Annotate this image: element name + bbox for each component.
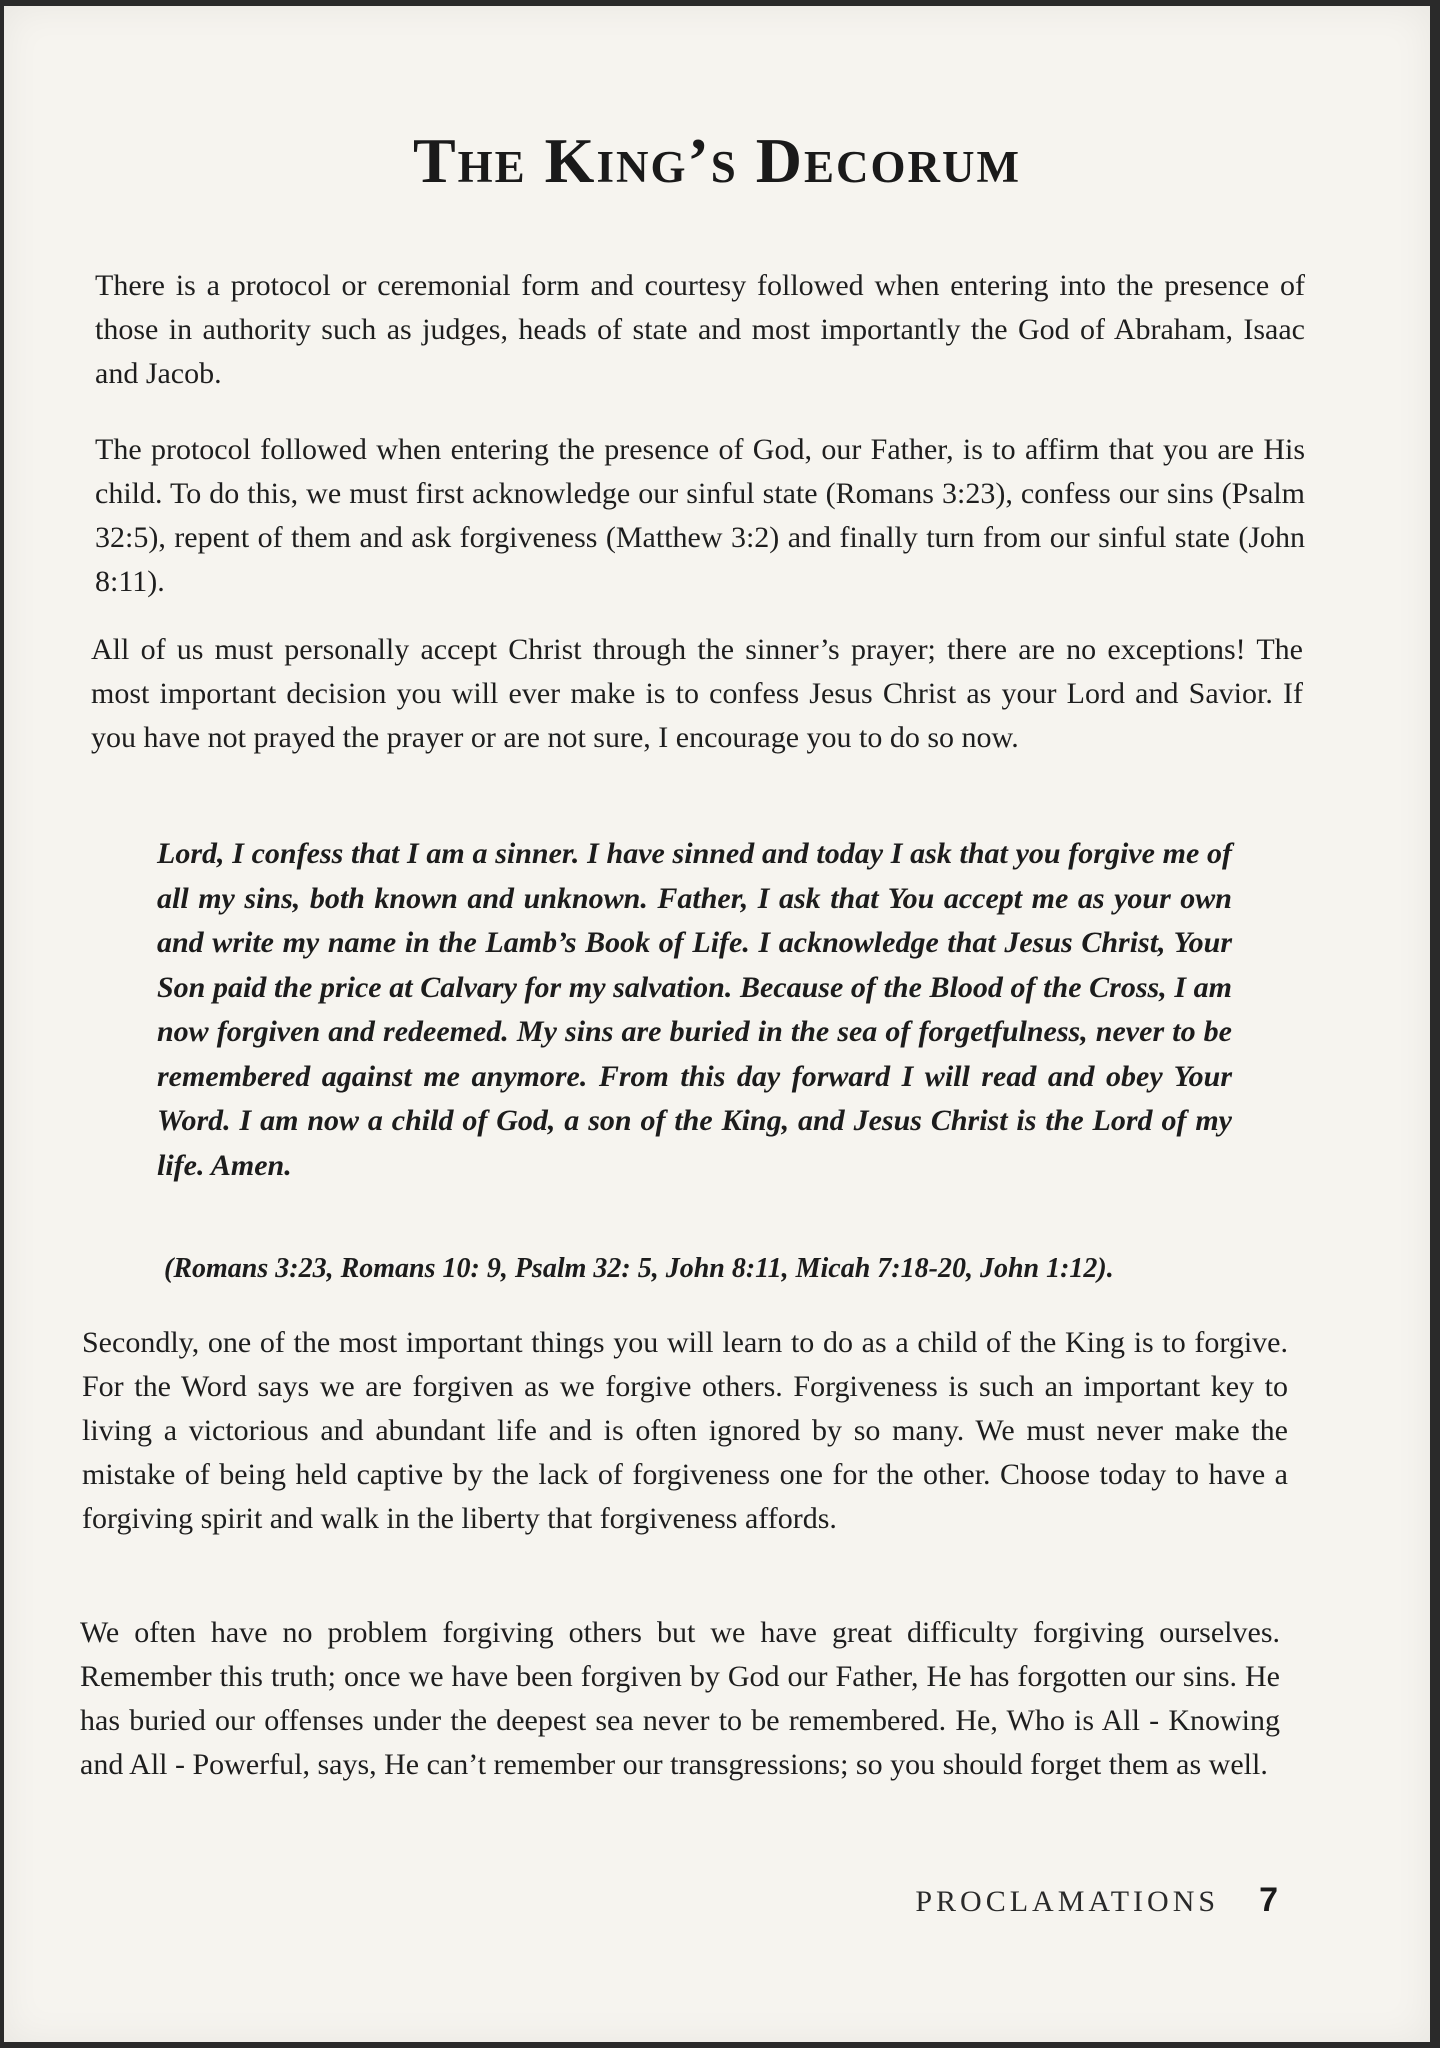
paragraph-forgive-ourselves: We often have no problem forgiving others but we have great difficulty forgiving ourselves. Remember this truth; once we have been forgiven by God our Father, He has forgotten our sins. He has buried our offenses under the deepest sea never to be remembered. He, Who is All - Knowing and All - Powerful, says, He can’t remember our transgressions; so you should forget them as well. (80, 1616, 1280, 1781)
paragraph-accept-christ: All of us must personally accept Christ through the sinner’s prayer; there are no exceptions! The most important decision you will ever make is to confess Jesus Christ as your Lord and Savior. If you have not prayed the prayer or are not sure, I encourage you to do so now. (91, 633, 1303, 754)
paragraph-affirm: The protocol followed when entering the presence of God, our Father, is to affirm that you are His child. To do this, we must first acknowledge our sinful state (Romans 3:23), confess our sins (Psalm 32:5), repent of them and ask forgiveness (Matthew 3:2) and finally turn from our sinful state (John 8:11). (95, 433, 1305, 598)
paragraph-forgive: Secondly, one of the most important things you will learn to do as a child of the King is to forgive. For the Word says we are forgiven as we forgive others. Forgiveness is such an important key to living a victorious and abundant life and is often ignored by so many. We must never make the mistake of being held captive by the lack of forgiveness one for the other. Choose today to have a forgiving spirit and walk in the liberty that forgiveness affords. (82, 1326, 1288, 1535)
prayer-references: (Romans 3:23, Romans 10: 9, Psalm 32: 5, John 8:11, Micah 7:18-20, John 1:12). (164, 1253, 1114, 1284)
running-head: PROCLAMATIONS (915, 1885, 1220, 1918)
page-number: 7 (1259, 1881, 1278, 1919)
page-footer (915, 1881, 1278, 1920)
page-title: The King’s Decorum (412, 125, 1022, 196)
book-page (4, 6, 1430, 2042)
sinners-prayer: Lord, I confess that I am a sinner. I have sinned and today I ask that you forgive me of all my sins, both known and unknown. Father, I ask that You accept me as your own and write my name in the Lamb’s Book of Life. I acknowledge that Jesus Christ, Your Son paid the price at Calvary for my salvation. Because of the Blood of the Cross, I am now forgiven and redeemed. My sins are buried in the sea of forgetfulness, never to be remembered against me anymore. From this day forward I will read and obey Your Word. I am now a child of God, a son of the King, and Jesus Christ is the Lord of my life. Amen. (157, 837, 1232, 1182)
paragraph-protocol: There is a protocol or ceremonial form and courtesy followed when entering into the presence of those in authority such as judges, heads of state and most importantly the God of Abraham, Isaac and Jacob. (95, 269, 1305, 390)
